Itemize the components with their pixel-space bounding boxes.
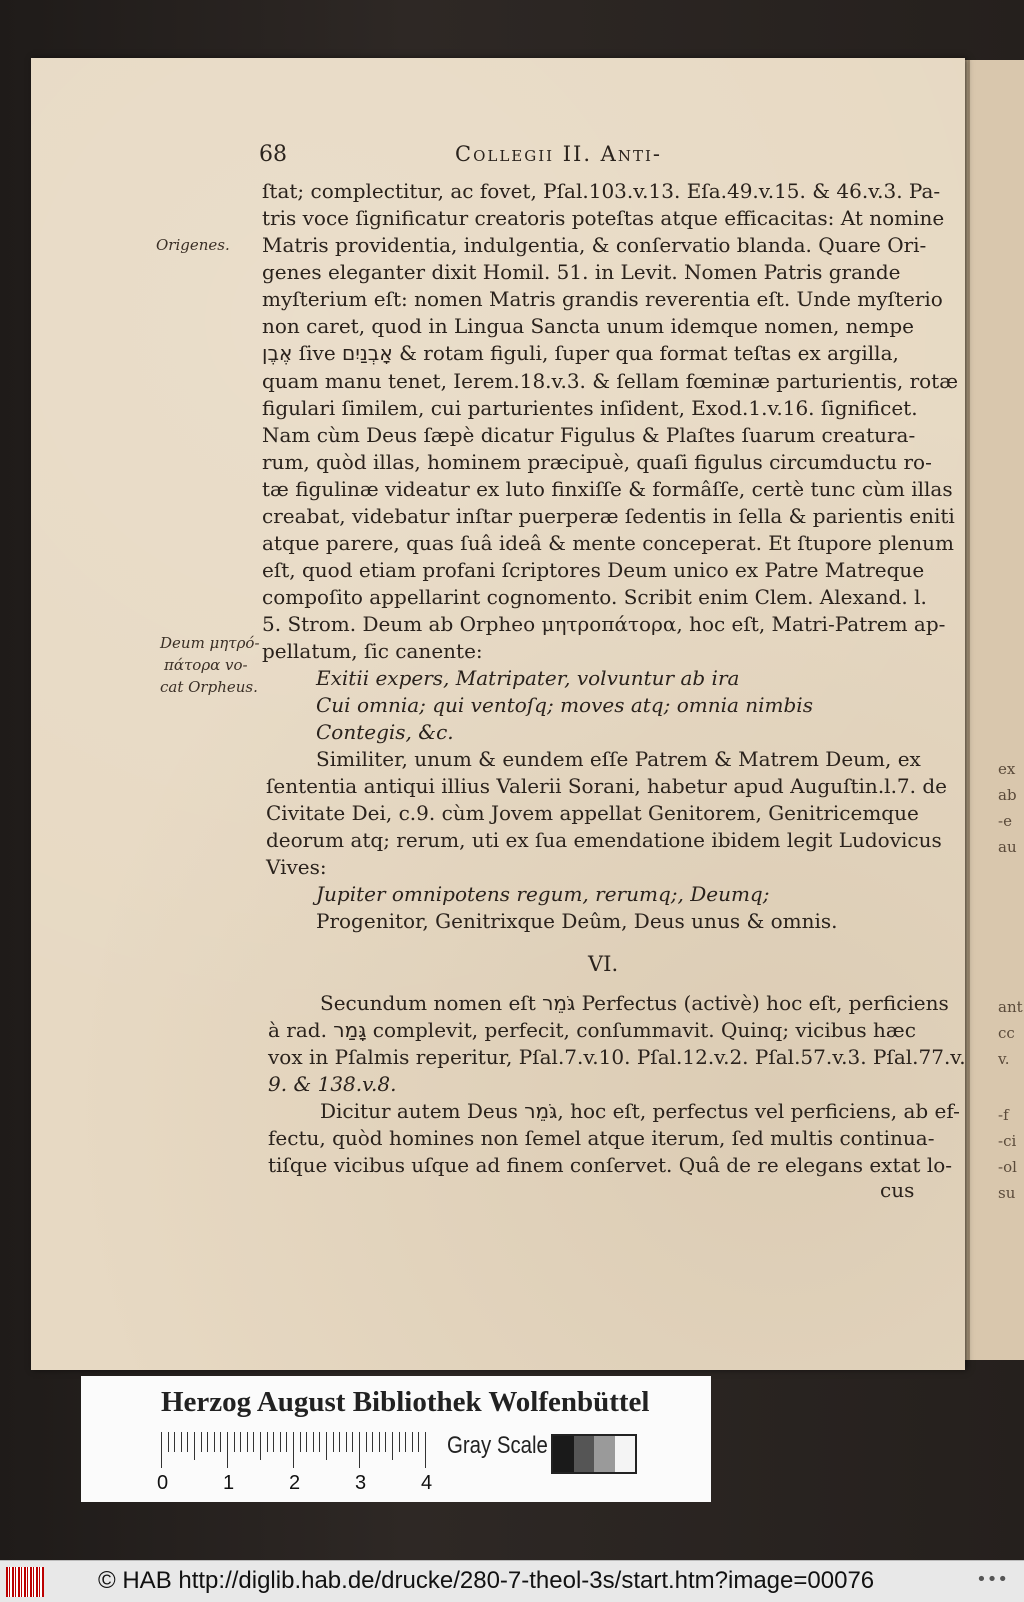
text-line: ſtat; complectitur, ac fovet, Pſal.103.v.13. Eſa.49.v.15. & 46.v.3. Pa- [262, 179, 941, 203]
gray-swatch [615, 1436, 636, 1472]
fragment: ant [998, 998, 1023, 1016]
ruler-number: 0 [157, 1472, 169, 1494]
verse-line: Jupiter omnipotens regum, rerumq;, Deumq; [316, 882, 770, 906]
text-fragment: , hoc eſt, perfectus vel perficiens, ab ef- [557, 1099, 960, 1123]
text-fragment: à rad. [268, 1018, 327, 1042]
hebrew-word: גֹּמֵר [542, 991, 576, 1015]
text-line: tris voce ſignificatur creatoris poteſtas atque efficacitas: At nomine [262, 206, 945, 230]
page-number: 68 [259, 142, 287, 167]
text-line: Vives: [266, 855, 327, 879]
text-line-hebrew [320, 990, 949, 1016]
text-line: myſterium eſt: nomen Matris grandis reverentia eſt. Unde myſterio [262, 287, 943, 311]
ruler-tick [240, 1432, 241, 1452]
text-line: quam manu tenet, Ierem.18.v.3. & ſellam fœminæ parturientis, rotæ [262, 369, 959, 393]
library-color-bar [81, 1376, 711, 1502]
verse-line: Exitii expers, Matripater, volvuntur ab ira [316, 666, 740, 690]
ruler-tick [399, 1432, 400, 1452]
ruler-tick [187, 1432, 188, 1452]
ruler-tick [405, 1432, 406, 1452]
ruler-tick [418, 1432, 419, 1452]
verse-line: Progenitor, Genitrixque Deûm, Deus unus & omnis. [316, 909, 838, 933]
ruler-tick [161, 1432, 162, 1468]
text-fragment: & rotam figuli, ſuper qua format teſtas ex argilla, [399, 341, 899, 365]
ruler-tick [352, 1432, 353, 1452]
text-line: eſt, quod etiam profani ſcriptores Deum unico ex Patre Matreque [262, 558, 925, 582]
ruler-tick [300, 1432, 301, 1452]
text-fragment: Secundum nomen eſt [320, 991, 536, 1015]
fragment: -ci [998, 1132, 1017, 1150]
margin-note: πάτορα vo- [164, 656, 248, 674]
ruler-tick [267, 1432, 268, 1452]
text-line: tiſque vicibus uſque ad finem conſervet. Quâ de re elegans extat lo- [268, 1153, 953, 1177]
ruler-tick [273, 1432, 274, 1452]
text-line-hebrew [262, 340, 899, 366]
running-head [259, 142, 739, 170]
fragment: -ol [998, 1158, 1017, 1176]
fragment: -e [998, 812, 1012, 830]
ruler-tick [379, 1432, 380, 1452]
ruler-tick [359, 1432, 360, 1468]
fragment: v. [998, 1050, 1010, 1068]
text-line: genes eleganter dixit Homil. 51. in Levit. Nomen Patris grande [262, 260, 901, 284]
ruler-tick [247, 1432, 248, 1452]
margin-note: Deum μητρό- [160, 634, 260, 652]
ruler-tick [181, 1432, 182, 1452]
ruler-tick [168, 1432, 169, 1452]
text-line: pellatum, ſic canente: [262, 639, 483, 663]
ruler-tick [346, 1432, 347, 1452]
ruler-tick [234, 1432, 235, 1452]
text-line: figulari ſimilem, cui parturientes inſident, Exod.1.v.16. ſignificet. [262, 396, 918, 420]
ruler-tick [392, 1432, 393, 1460]
text-line: atque parere, quas ſuâ ideâ & mente conceperat. Et ſtupore plenum [262, 531, 954, 555]
text-fragment: complevit, perfecit, conſummavit. Quinq; vicibus hæc [372, 1018, 916, 1042]
text-line: Nam cùm Deus ſæpè dicatur Figulus & Plaſtes ſuarum creatura- [262, 423, 916, 447]
section-number: VI. [588, 952, 619, 976]
ruler-tick [412, 1432, 413, 1452]
gray-swatch [574, 1436, 595, 1472]
verse-line: Contegis, &c. [316, 720, 454, 744]
fragment: -f [998, 1106, 1009, 1124]
text-line: Similiter, unum & eundem eſſe Patrem & Matrem Deum, ex [316, 747, 921, 771]
ruler-tick [319, 1432, 320, 1452]
ruler-tick [425, 1432, 426, 1468]
scale-ruler [161, 1432, 431, 1468]
text-line: non caret, quod in Lingua Sancta unum idemque nomen, nempe [262, 314, 914, 338]
text-line: deorum atq; rerum, uti ex ſua emendatione ibidem legit Ludovicus [266, 828, 942, 852]
gray-swatch [553, 1436, 574, 1472]
fragment: su [998, 1184, 1016, 1202]
fragment: ab [998, 786, 1017, 804]
text-line: compoſito appellarint cognomento. Scribit enim Clem. Alexand. l. [262, 585, 927, 609]
ruler-number: 3 [355, 1472, 367, 1494]
ruler-tick [227, 1432, 228, 1468]
fragment: cc [998, 1024, 1015, 1042]
ruler-tick [194, 1432, 195, 1460]
gray-scale-label: Gray Scale [447, 1432, 548, 1459]
ruler-tick [174, 1432, 175, 1452]
text-line: 5. Strom. Deum ab Orpheo μητροπάτορα, hoc eſt, Matri-Patrem ap- [262, 612, 946, 636]
ruler-tick [313, 1432, 314, 1452]
text-line: creabat, videbatur inſtar puerperæ ſedentis in ſella & parientis eniti [262, 504, 955, 528]
text-line: tæ figulinæ videatur ex luto finxiſſe & formâſſe, certè tunc cùm illas [262, 477, 953, 501]
ruler-number: 4 [421, 1472, 433, 1494]
hebrew-word: אָבְנַיִם [342, 341, 393, 365]
ruler-tick [286, 1432, 287, 1452]
text-fragment: Perfectus (activè) hoc eſt, perficiens [581, 991, 949, 1015]
hebrew-word: גֹּמֵר [524, 1099, 558, 1123]
ruler-number: 1 [223, 1472, 235, 1494]
margin-note: Origenes. [156, 236, 230, 254]
ruler-tick [260, 1432, 261, 1460]
text-fragment: Dicitur autem Deus [320, 1099, 518, 1123]
ruler-number: 2 [289, 1472, 301, 1494]
text-line: rum, quòd illas, hominem præcipuè, quaſi figulus circumductu ro- [262, 450, 932, 474]
ruler-tick [293, 1432, 294, 1468]
text-line-hebrew [268, 1017, 916, 1043]
text-fragment: ſive [298, 341, 336, 365]
ruler-tick [366, 1432, 367, 1452]
ruler-tick [253, 1432, 254, 1452]
ruler-tick [333, 1432, 334, 1452]
margin-note: cat Orpheus. [160, 678, 258, 696]
barcode-icon [6, 1567, 44, 1597]
more-icon[interactable]: ••• [976, 1569, 1008, 1590]
ruler-tick [306, 1432, 307, 1452]
ruler-tick [339, 1432, 340, 1452]
ruler-tick [220, 1432, 221, 1452]
ruler-tick [280, 1432, 281, 1452]
ruler-tick [326, 1432, 327, 1460]
text-line: Matris providentia, indulgentia, & conſervatio blanda. Quare Ori- [262, 233, 927, 257]
gray-scale-swatches [551, 1434, 637, 1474]
running-title: Collegii II. Anti- [455, 142, 663, 166]
ruler-tick [207, 1432, 208, 1452]
text-line-hebrew [320, 1098, 960, 1124]
fragment: ex [998, 760, 1016, 778]
text-line: ſententia antiqui illius Valerii Sorani, habetur apud Auguſtin.l.7. de [266, 774, 948, 798]
footer-bar [0, 1560, 1024, 1602]
ruler-tick [201, 1432, 202, 1452]
hebrew-word: אֶבֶן [262, 341, 293, 365]
text-line: Civitate Dei, c.9. cùm Jovem appellat Genitorem, Genitricemque [266, 801, 919, 825]
library-name: Herzog August Bibliothek Wolfenbüttel [161, 1386, 650, 1418]
adjacent-page-edge [968, 60, 1024, 1360]
hebrew-word: גָּמַר [333, 1018, 367, 1042]
ruler-tick [214, 1432, 215, 1452]
ruler-tick [385, 1432, 386, 1452]
footer-url[interactable]: © HAB http://diglib.hab.de/drucke/280-7-theol-3s/start.htm?image=00076 [98, 1567, 875, 1594]
text-line: 9. & 138.v.8. [268, 1072, 397, 1096]
text-line: fectu, quòd homines non ſemel atque iterum, ſed multis continua- [268, 1126, 935, 1150]
catchword: cus [880, 1178, 915, 1202]
fragment: au [998, 838, 1017, 856]
verse-line: Cui omnia; qui ventoſq; moves atq; omnia nimbis [316, 693, 813, 717]
text-line: vox in Pſalmis reperitur, Pſal.7.v.10. Pſal.12.v.2. Pſal.57.v.3. Pſal.77.v. [268, 1045, 966, 1069]
gray-swatch [594, 1436, 615, 1472]
ruler-tick [372, 1432, 373, 1452]
